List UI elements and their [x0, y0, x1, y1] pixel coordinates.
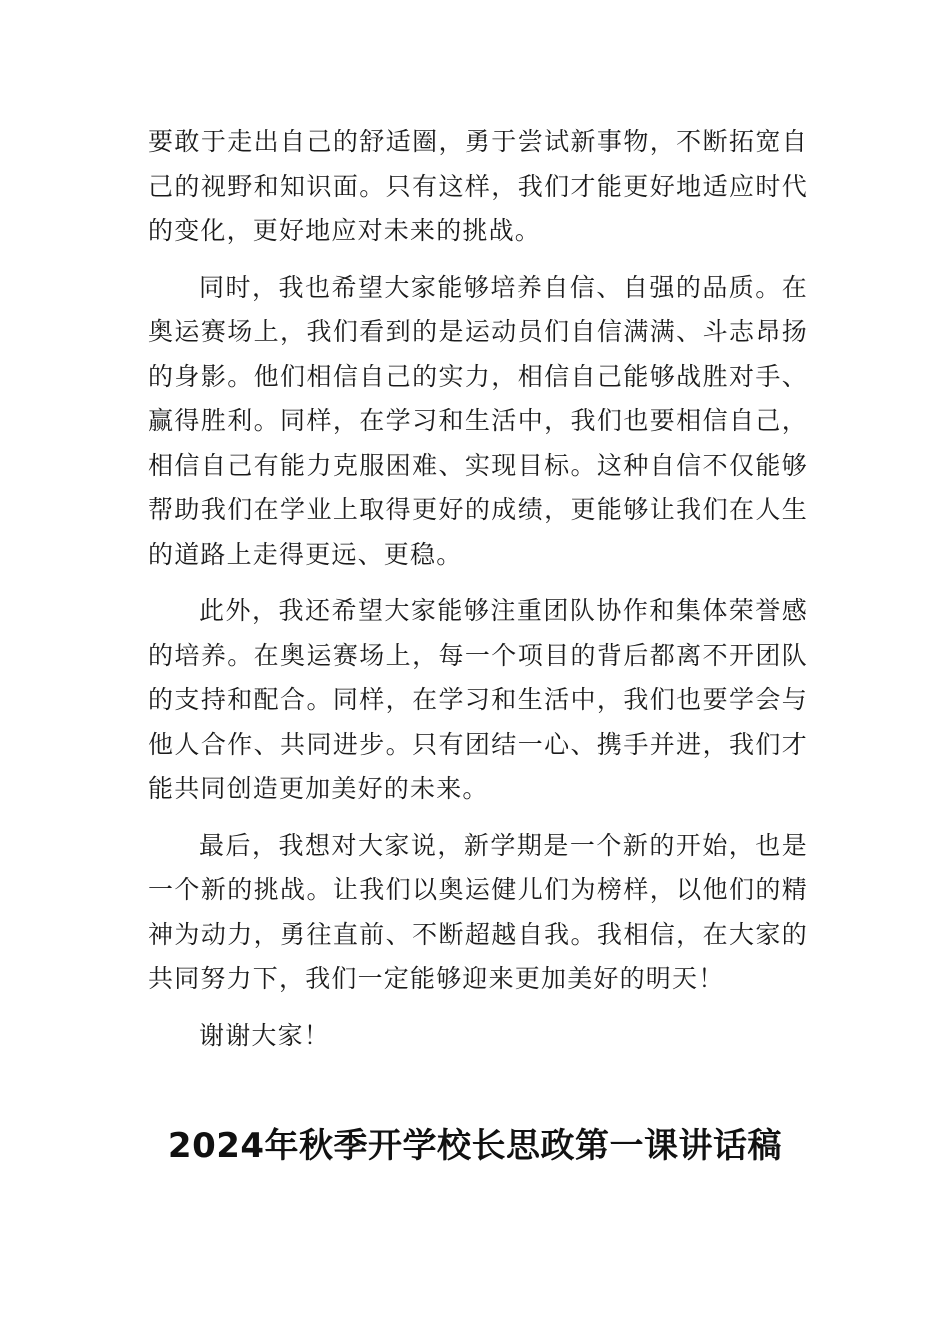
paragraph-continuation: 要敢于走出自己的舒适圈，勇于尝试新事物，不断拓宽自己的视野和知识面。只有这样，我们才能更好地适应时代的变化，更好地应对未来的挑战。 — [148, 127, 808, 245]
paragraph-closing: 最后，我想对大家说，新学期是一个新的开始，也是一个新的挑战。让我们以奥运健儿们为榜样，以他们的精神为动力，勇往直前、不断超越自我。我相信，在大家的共同努力下，我们一定能够迎来更加美好的明天！ — [148, 830, 808, 993]
paragraph-thanks: 谢谢大家！ — [199, 1020, 331, 1050]
paragraph-confidence: 同时，我也希望大家能够培养自信、自强的品质。在奥运赛场上，我们看到的是运动员们自信满满、斗志昂扬的身影。他们相信自己的实力，相信自己能够战胜对手、赢得胜利。同样，在学习和生活中，我们也要相信自己，相信自己有能力克服困难、实现目标。这种自信不仅能够帮助我们在学业上取得更好的成绩，更能够让我们在人生的道路上走得更远、更稳。 — [148, 272, 808, 569]
next-section-heading: 2024年秋季开学校长思政第一课讲话稿 — [167, 1126, 783, 1166]
body-text — [148, 120, 808, 1070]
paragraph-teamwork: 此外，我还希望大家能够注重团队协作和集体荣誉感的培养。在奥运赛场上，每一个项目的背后都离不开团队的支持和配合。同样，在学习和生活中，我们也要学会与他人合作、共同进步。只有团结一心、携手并进，我们才能共同创造更加美好的未来。 — [148, 596, 808, 803]
